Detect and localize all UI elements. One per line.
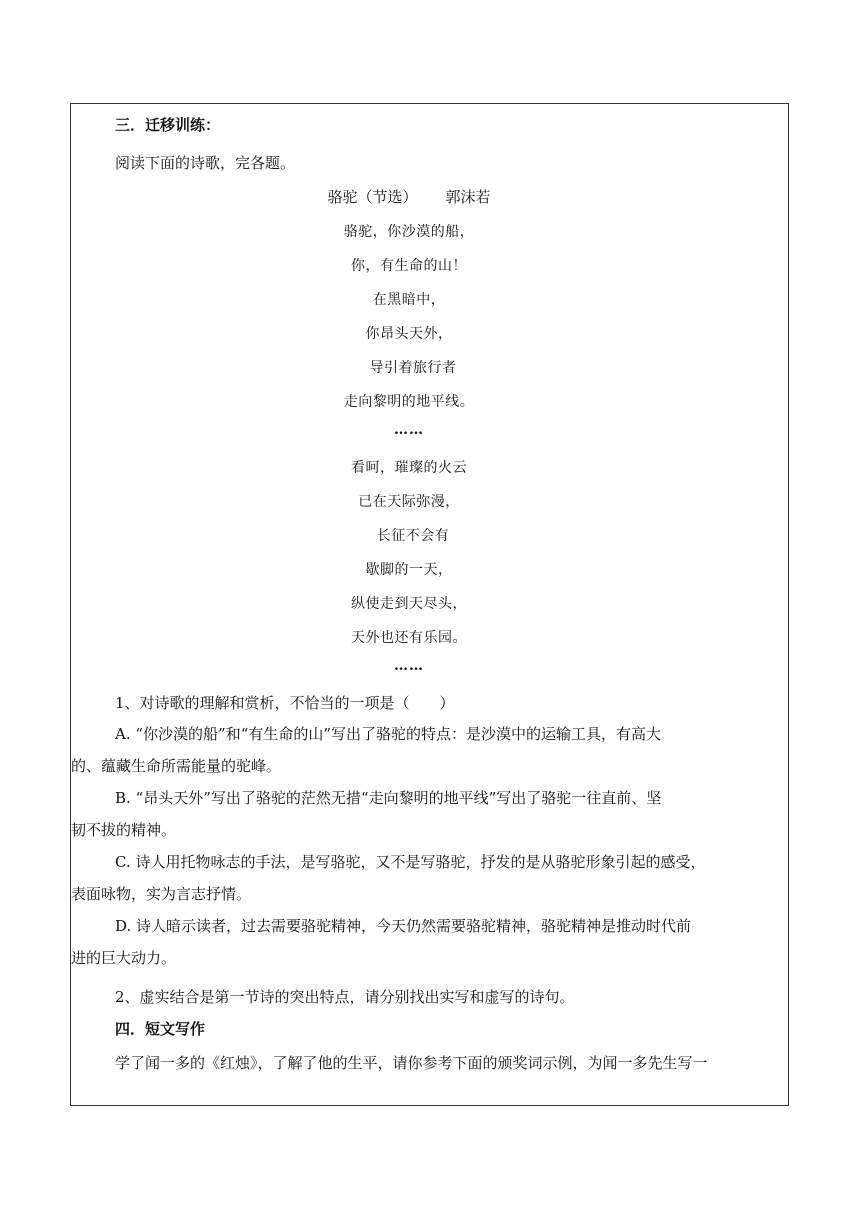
option-text-continued: 韧不拔的精神。 (71, 821, 177, 839)
poem-title: 骆驼（节选） (327, 188, 418, 206)
option-text-continued: 的、蕴藏生命所需能量的驼峰。 (71, 757, 282, 775)
poem-line: 你昂头天外， (365, 326, 453, 342)
option-text: A. “你沙漠的船”和“有生命的山”写出了骆驼的特点：是沙漠中的运输工具，有高大 (115, 725, 662, 743)
poem-line: 看呵，璀璨的火云 (351, 460, 467, 476)
poem-line: 天外也还有乐园。 (351, 630, 467, 646)
question1-option-b (71, 782, 771, 846)
question1-option-c (71, 846, 771, 910)
poem-line: 纵使走到天尽头， (351, 596, 467, 612)
option-text-continued: 表面咏物，实为言志抒情。 (71, 885, 252, 903)
section3-heading: 三．迁移训练： (115, 116, 221, 134)
option-text: C. 诗人用托物咏志的手法，是写骆驼，又不是写骆驼，抒发的是从骆驼形象引起的感受， (115, 853, 706, 871)
poem-line: 导引着旅行者 (369, 360, 457, 376)
poem-title-line (71, 186, 747, 207)
poem-author: 郭沫若 (445, 188, 491, 206)
question1-option-d (71, 910, 771, 974)
section4-text: 学了闻一多的《红烛》，了解了他的生平，请你参考下面的颁奖词示例，为闻一多先生写一 (115, 1054, 708, 1072)
poem-ellipsis: …… (394, 658, 424, 674)
poem-line: 你，有生命的山！ (351, 258, 467, 274)
document-frame (70, 103, 789, 1106)
question2-stem: 2、虚实结合是第一节诗的突出特点，请分别找出实写和虚写的诗句。 (115, 988, 575, 1006)
poem-line: 骆驼，你沙漠的船， (343, 224, 475, 240)
poem-ellipsis: …… (394, 422, 424, 438)
option-text: B. “昂头天外”写出了骆驼的茫然无措“走向黎明的地平线”写出了骆驼一往直前、坚 (115, 789, 662, 807)
question1-stem: 1、对诗歌的理解和赏析，不恰当的一项是（ ） (115, 694, 455, 712)
section3-instruction: 阅读下面的诗歌，完各题。 (115, 154, 296, 172)
poem-line: 已在天际弥漫， (358, 494, 460, 510)
poem-line: 走向黎明的地平线。 (343, 394, 475, 410)
option-text-continued: 进的巨大动力。 (71, 949, 177, 967)
question1-option-a (71, 718, 771, 782)
option-text: D. 诗人暗示读者，过去需要骆驼精神，今天仍然需要骆驼精神，骆驼精神是推动时代前 (115, 917, 692, 935)
section4-heading: 四．短文写作 (115, 1020, 206, 1038)
poem-line: 在黑暗中， (372, 292, 446, 308)
poem-line: 长征不会有 (376, 528, 450, 544)
poem-line: 歇脚的一天， (365, 562, 453, 578)
